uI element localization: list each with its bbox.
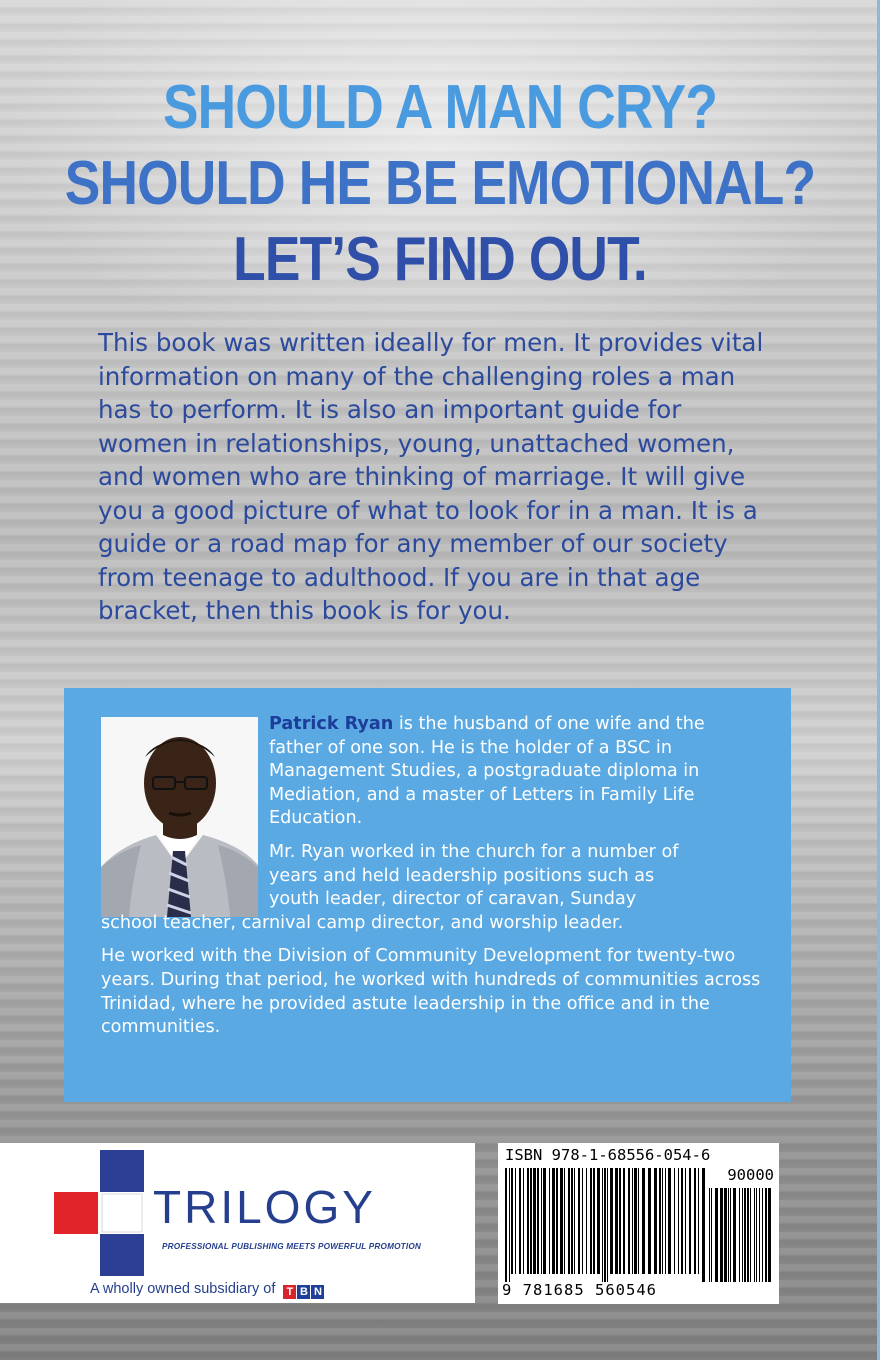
barcode-addon-bar <box>742 1188 743 1282</box>
barcode-addon-bar <box>768 1188 771 1282</box>
barcode-bar <box>597 1168 600 1274</box>
barcode-digits: 9 781685 560546 <box>502 1281 657 1299</box>
barcode-bar <box>615 1168 618 1274</box>
barcode-bar <box>654 1168 657 1274</box>
barcode-bar <box>702 1168 705 1282</box>
barcode-bar <box>694 1168 696 1274</box>
barcode-bar <box>549 1168 550 1274</box>
barcode-bar <box>574 1168 575 1274</box>
headline <box>62 70 819 298</box>
barcode-bar <box>523 1168 524 1274</box>
barcode-bar <box>543 1168 546 1274</box>
barcode-bar <box>619 1168 621 1274</box>
subsidiary-line <box>90 1281 470 1299</box>
bio-paragraph-2 <box>101 841 761 935</box>
barcode-bar <box>519 1168 521 1274</box>
barcode-bar <box>628 1168 630 1274</box>
barcode-bar <box>623 1168 625 1274</box>
barcode-bar <box>698 1168 699 1274</box>
publisher-name: TRILOGY <box>153 1181 376 1233</box>
barcode-bar <box>634 1168 637 1274</box>
bio-paragraph-1 <box>101 713 761 831</box>
barcode-bar <box>509 1168 510 1282</box>
barcode-bar <box>530 1168 532 1274</box>
barcode-addon-bar <box>728 1188 729 1282</box>
barcode-bar <box>568 1168 570 1274</box>
barcode-addon-bar <box>720 1188 723 1282</box>
tbn-logo <box>283 1283 325 1299</box>
barcode-bar <box>511 1168 513 1274</box>
barcode-addon-bar <box>715 1188 718 1282</box>
publisher-tagline: PROFESSIONAL PUBLISHING MEETS POWERFUL PROMOTION <box>162 1242 422 1251</box>
headline-line-1: SHOULD A MAN CRY? <box>162 73 718 142</box>
barcode-bar <box>681 1168 683 1274</box>
barcode-bar <box>586 1168 587 1274</box>
barcode-bars <box>505 1168 773 1286</box>
barcode-bar <box>593 1168 595 1274</box>
tbn-letter-b: B <box>297 1285 310 1299</box>
barcode-bar <box>648 1168 651 1274</box>
book-blurb <box>98 326 778 628</box>
barcode-bar <box>638 1168 639 1274</box>
barcode-addon-bar <box>730 1188 731 1282</box>
barcode-bar <box>668 1168 671 1274</box>
barcode-bar <box>632 1168 633 1274</box>
tbn-letter-n: N <box>311 1285 324 1299</box>
barcode-bar <box>564 1168 565 1274</box>
headline-line-3: LET’S FIND OUT. <box>233 225 647 294</box>
barcode-addon-bar <box>756 1188 757 1282</box>
barcode-addon-bar <box>733 1188 736 1282</box>
barcode-addon-bar <box>754 1188 755 1282</box>
barcode-addon-bar <box>762 1188 763 1282</box>
author-name: Patrick Ryan <box>269 714 394 734</box>
author-bio <box>101 713 761 1050</box>
barcode-bar <box>537 1168 539 1274</box>
barcode-bar <box>560 1168 563 1274</box>
barcode-bar <box>604 1168 606 1282</box>
barcode-addon-bar <box>724 1188 727 1282</box>
barcode-bar <box>578 1168 580 1274</box>
isbn-text: ISBN 978-1-68556-054-6 <box>505 1146 711 1164</box>
bio-paragraph-1-text: is the husband of one wife and the father of one son. He is the holder of a BSC in Management Studies, a postgraduate diploma in Mediation, and a master of Letters in Family Life Education. <box>269 714 705 829</box>
barcode-addon-bar <box>747 1188 749 1282</box>
barcode-bar <box>674 1168 675 1274</box>
barcode-addon-bar <box>759 1188 760 1282</box>
barcode-bar <box>527 1168 529 1274</box>
barcode-bar <box>556 1168 558 1274</box>
barcode-bar <box>662 1168 663 1274</box>
barcode-bar <box>665 1168 666 1274</box>
barcode-bar <box>582 1168 583 1274</box>
trilogy-logo-icon <box>54 1150 146 1278</box>
barcode-bar <box>642 1168 645 1274</box>
barcode-bar <box>505 1168 507 1282</box>
barcode-bar <box>689 1168 691 1274</box>
barcode-bar <box>533 1168 536 1274</box>
barcode-addon-bar <box>765 1188 767 1282</box>
barcode-addon-bar <box>744 1188 746 1282</box>
barcode-addon-bar <box>709 1188 710 1282</box>
barcode-bar <box>590 1168 592 1274</box>
tbn-letter-t: T <box>283 1285 296 1299</box>
bio-paragraph-2-line-2: years and held leadership positions such as <box>269 865 655 886</box>
barcode-bar <box>602 1168 603 1282</box>
subsidiary-text: A wholly owned subsidiary of <box>90 1281 276 1297</box>
barcode-bar <box>541 1168 542 1274</box>
barcode-bar <box>659 1168 661 1274</box>
bio-paragraph-3: He worked with the Division of Community Development for twenty-two years. During that period, he worked with hundreds of communities across Trinidad, where he provided astute leadership in the office and in the communities. <box>101 946 761 1038</box>
barcode-bar <box>607 1168 608 1282</box>
bio-paragraph-2-line-3: youth leader, director of caravan, Sunday <box>269 889 637 910</box>
barcode-addon: 90000 <box>727 1166 774 1184</box>
barcode-addon-bar <box>750 1188 751 1282</box>
barcode-bar <box>685 1168 686 1274</box>
barcode-bar <box>678 1168 679 1274</box>
blurb-text: This book was written ideally for men. It provides vital information on many of the challenging roles a man has to perform. It is also an important guide for women in relationships, young, unattached women, and women who are thinking of marriage. It will give you a good picture of what to look for in a man. It is a guide or a road map for any member of our society from teenage to adulthood. If you are in that age bracket, then this book is for you. <box>98 328 764 625</box>
bio-paragraph-2-line-1: Mr. Ryan worked in the church for a number of <box>269 841 679 862</box>
barcode-bar <box>515 1168 516 1274</box>
barcode-bar <box>571 1168 573 1274</box>
barcode-addon-bar <box>711 1188 712 1282</box>
barcode-addon-bar <box>739 1188 740 1282</box>
bio-paragraph-2-line-4: school teacher, carnival camp director, and worship leader. <box>101 912 624 933</box>
barcode-bar <box>552 1168 555 1274</box>
headline-line-2: SHOULD HE BE EMOTIONAL? <box>64 149 816 218</box>
barcode-bar <box>610 1168 613 1274</box>
